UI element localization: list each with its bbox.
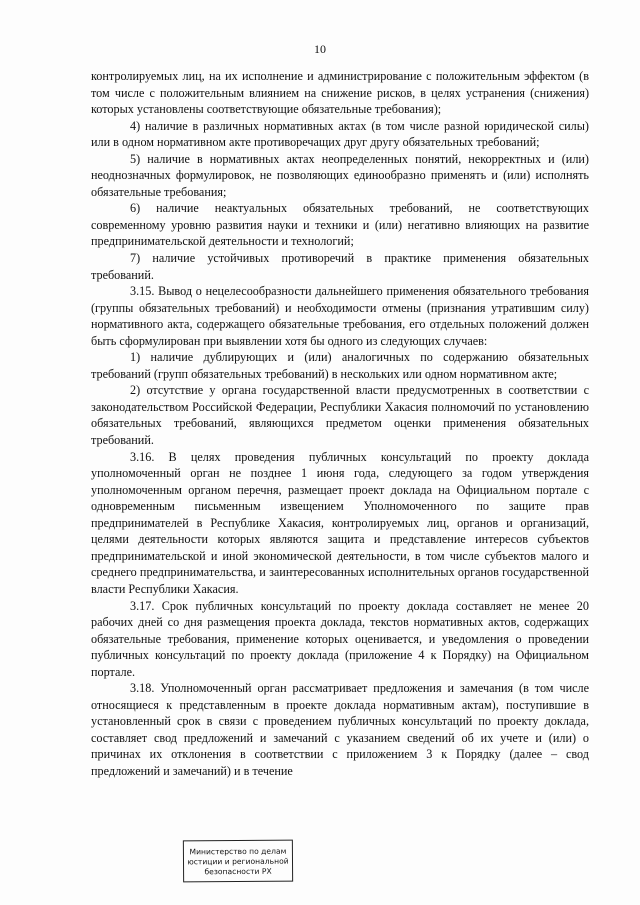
paragraph-3-15-item-1: 1) наличие дублирующих и (или) аналогичных по содержанию обязательных требований (групп обязательных требований) в нескольких или одном нормативном акте; (91, 350, 589, 381)
paragraph-item-6: 6) наличие неактуальных обязательных требований, не соответствующих современному уровню развития науки и техники и (или) негативно влияющих на развитие предпринимательской деятельности и технологий; (91, 201, 589, 249)
paragraph-3-15: 3.15. Вывод о нецелесообразности дальнейшего применения обязательного требования (группы обязательных требований) и необходимости отмены (признания утратившим силу) нормативного акта, содержащего обязательные требования, его отдельных положений должен быть сформулирован при выявлении хотя бы одного из следующих случаев: (91, 284, 589, 348)
page-number: 10 (314, 42, 326, 56)
paragraph-3-17: 3.17. Срок публичных консультаций по проекту доклада составляет не менее 20 рабочих дней со дня размещения проекта доклада, текстов нормативных актов, содержащих обязательные требования, применение которых оценивается, и уведомления о проведении публичных консультаций по проекту доклада (приложение 4 к Порядку) на Официальном портале. (91, 598, 589, 679)
document-body (91, 68, 589, 780)
stamp-line-3: безопасности РХ (204, 866, 272, 877)
paragraph-continuation: контролируемых лиц, на их исполнение и администрирование с положительным эффектом (в том числе с положительным влиянием на снижение рисков, в целях устранения (снижения) которых установлены соответствующие обязательные требования); (91, 69, 589, 117)
ministry-stamp (183, 840, 293, 883)
paragraph-3-16: 3.16. В целях проведения публичных консультаций по проекту доклада уполномоченный орган не позднее 1 июня года, следующего за годом утверждения уполномоченным органом перечня, размещает проект доклада на Официальном портале с одновременным письменным извещением Уполномоченного по защите прав предпринимателей в Республике Хакасия, контролируемых лиц, органов и организаций, целями деятельности которых являются защита и представление интересов субъектов предпринимательской и иной экономической деятельности, в том числе субъектов малого и среднего предпринимательства, и заинтересованных исполнительных органов государственной власти Республики Хакасия. (91, 449, 589, 596)
paragraph-item-5: 5) наличие в нормативных актах неопределенных понятий, некорректных и (или) неоднозначных формулировок, не позволяющих единообразно применять и (или) исполнять обязательные требования; (91, 151, 589, 199)
paragraph-3-18: 3.18. Уполномоченный орган рассматривает предложения и замечания (в том числе относящиеся к представленным в проекте доклада нормативным актам), поступившие в установленный срок в связи с проведением публичных консультаций по проекту доклада, составляет свод предложений и замечаний с указанием сведений об их учете и (или) о причинах их отклонения в соответствии с приложением 3 к Порядку (далее – свод предложений и замечаний) и в течение (91, 681, 589, 778)
stamp-line-1: Министерство по делам (189, 846, 287, 857)
paragraph-item-7: 7) наличие устойчивых противоречий в практике применения обязательных требований. (91, 251, 589, 282)
paragraph-item-4: 4) наличие в различных нормативных актах (в том числе разной юридической силы) или в одном нормативном акте противоречащих друг другу обязательных требований; (91, 118, 589, 150)
stamp-line-2: юстиции и региональной (187, 856, 289, 867)
paragraph-3-15-item-2: 2) отсутствие у органа государственной власти предусмотренных в соответствии с законодательством Российской Федерации, Республики Хакасия полномочий по установлению обязательных требований, являющихся предметом оценки применения обязательных требований. (91, 383, 589, 448)
